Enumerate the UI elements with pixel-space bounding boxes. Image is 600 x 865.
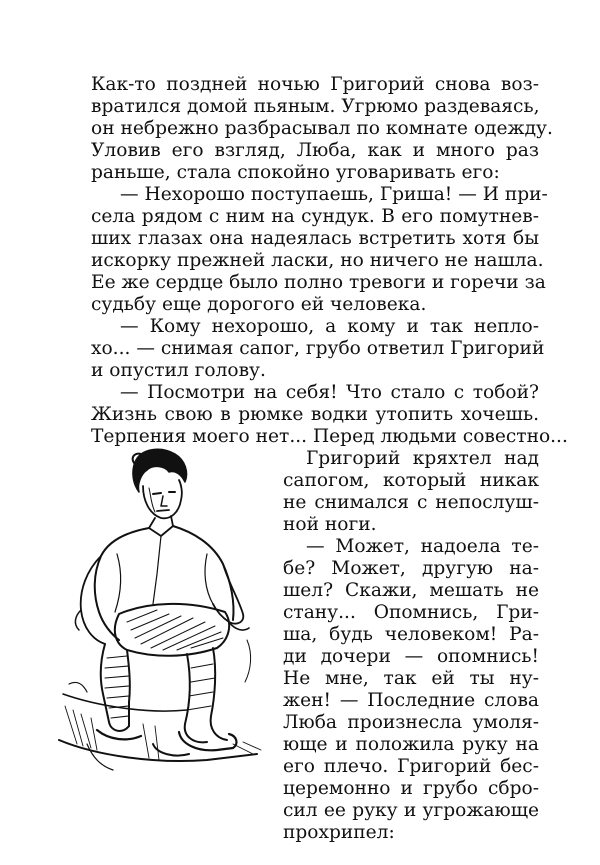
text-line: Как-то поздней ночью Григорий снова воз-	[91, 74, 539, 95]
text-line: Не мне, так ей ты ну-	[283, 668, 539, 689]
text-line: Люба произнесла умоля-	[283, 712, 539, 733]
text-line: вратился домой пьяным. Угрюмо раздеваясь,	[91, 96, 540, 117]
text-line: сил ее руку и угрожающе	[283, 800, 539, 821]
text-line: он небрежно разбрасывал по комнате одежду.	[91, 118, 553, 139]
text-line: Терпения моего нет... Перед людьми совестно...	[91, 426, 568, 447]
text-line: хо... — снимая сапог, грубо ответил Григорий	[91, 338, 545, 359]
text-line: жен! — Последние слова	[283, 690, 539, 711]
text-line: села рядом с ним на сундук. В его помутнев-	[91, 206, 539, 227]
text-line: — Кому нехорошо, а кому и так непло-	[120, 316, 539, 337]
text-line: судьбу еще дорогого ей человека.	[91, 294, 427, 315]
text-line: ших глазах она надеялась встретить хотя бы	[91, 228, 539, 249]
text-line: раньше, стала спокойно уговаривать его:	[91, 162, 500, 183]
text-line: ди дочери — опомнись!	[283, 646, 539, 667]
text-line: ной ноги.	[283, 514, 377, 535]
text-line: стану... Опомнись, Гри-	[283, 602, 539, 623]
text-line: сапогом, который никак	[283, 470, 539, 491]
text-line: — Посмотри на себя! Что стало с тобой?	[120, 382, 539, 403]
text-line: — Может, надоела те-	[306, 536, 539, 557]
text-line: прохрипел:	[283, 822, 395, 843]
text-line: искорку прежней ласки, но ничего не нашла.	[91, 250, 544, 271]
text-line: Ее же сердце было полно тревоги и горечи за	[91, 272, 546, 293]
text-line: ша, будь человеком! Ра-	[283, 624, 539, 645]
text-line: шел? Скажи, мешать не	[283, 580, 539, 601]
text-line: Григорий кряхтел над	[306, 448, 539, 469]
text-line: — Нехорошо поступаешь, Гриша! — И при-	[120, 184, 548, 205]
text-line: не снимался с непослуш-	[283, 492, 539, 513]
text-line: бе? Может, другую на-	[283, 558, 539, 579]
text-line: церемонно и грубо сбро-	[283, 778, 539, 799]
text-line: и опустил голову.	[91, 360, 266, 381]
text-line: Уловив его взгляд, Люба, как и много раз	[91, 140, 539, 161]
text-line: его плечо. Григорий бес-	[283, 756, 539, 777]
text-line: Жизнь свою в рюмке водки утопить хочешь.	[91, 404, 539, 425]
text-line: юще и положила руку на	[283, 734, 539, 755]
sketch-illustration	[57, 444, 272, 774]
